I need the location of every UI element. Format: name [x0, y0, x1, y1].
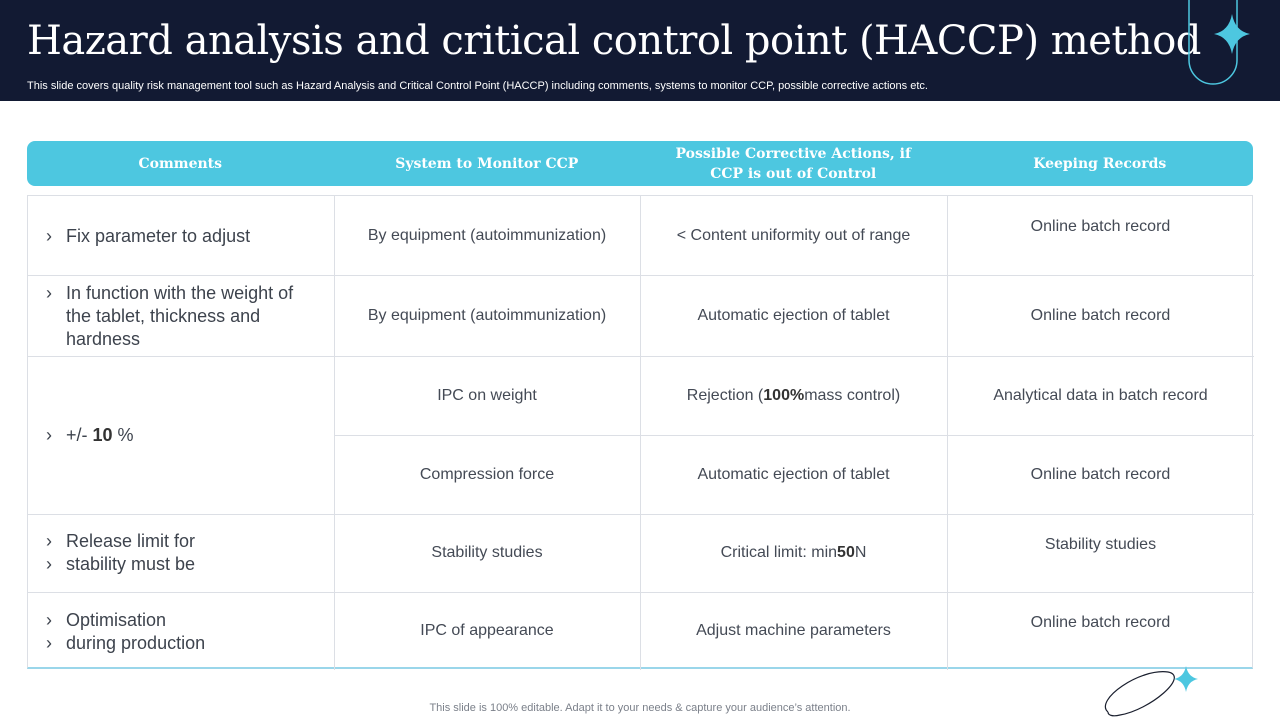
action-cell: Adjust machine parameters: [696, 622, 891, 639]
slide-header: [0, 0, 1280, 101]
record-cell: Analytical data in batch record: [993, 386, 1208, 404]
comment-item: › Release limit for: [46, 530, 195, 553]
comment-item: › Optimisation: [46, 609, 205, 632]
action-cell: < Content uniformity out of range: [676, 226, 911, 244]
column-header-comments: Comments: [138, 155, 223, 172]
system-cell: IPC on weight: [437, 386, 537, 404]
column-header-system: System to Monitor CCP: [395, 155, 579, 172]
record-cell: Stability studies: [1044, 536, 1157, 553]
page-title: Hazard analysis and critical control point (HACCP) method: [27, 18, 1201, 64]
haccp-table: [27, 195, 1253, 669]
system-cell: By equipment (autoimmunization): [367, 226, 607, 244]
action-cell: Rejection ( 100% mass control): [686, 386, 901, 404]
comment-cell-5: [46, 609, 205, 655]
comment-item: › during production: [46, 632, 205, 655]
comment-cell-3: [46, 424, 134, 447]
system-cell: Stability studies: [431, 544, 543, 561]
comment-item: › In function with the weight of the tablet, thickness and hardness: [46, 282, 306, 351]
system-cell: Compression force: [419, 465, 555, 483]
comment-cell-2: [46, 282, 306, 351]
record-cell: Online batch record: [1030, 306, 1171, 324]
system-cell: IPC of appearance: [420, 622, 554, 639]
action-cell: Automatic ejection of tablet: [697, 306, 890, 324]
comment-item: › +/- 10 %: [46, 424, 134, 447]
comment-cell-1: [46, 225, 250, 248]
column-header-records: Keeping Records: [1033, 155, 1167, 172]
footer-note: This slide is 100% editable. Adapt it to your needs & capture your audience’s attention.: [429, 702, 851, 714]
system-cell: By equipment (autoimmunization): [367, 306, 607, 324]
page-subtitle: This slide covers quality risk management tool such as Hazard Analysis and Critical Control Point (HACCP) including comments, systems to monitor CCP, possible corrective actions etc.: [27, 80, 928, 92]
record-cell: Online batch record: [1030, 218, 1171, 235]
column-header-actions: Possible Corrective Actions, if CCP is out of Control: [675, 145, 911, 182]
table-header-row: [27, 141, 1253, 186]
comment-item: › Fix parameter to adjust: [46, 225, 250, 248]
action-cell: Automatic ejection of tablet: [697, 465, 890, 483]
sparkle-icon: [1180, 0, 1260, 90]
record-cell: Online batch record: [1030, 614, 1171, 631]
comment-item: › stability must be: [46, 553, 195, 576]
record-cell: Online batch record: [1030, 465, 1171, 483]
comment-cell-4: [46, 530, 195, 576]
action-cell: Critical limit: min 50 N: [720, 544, 867, 561]
